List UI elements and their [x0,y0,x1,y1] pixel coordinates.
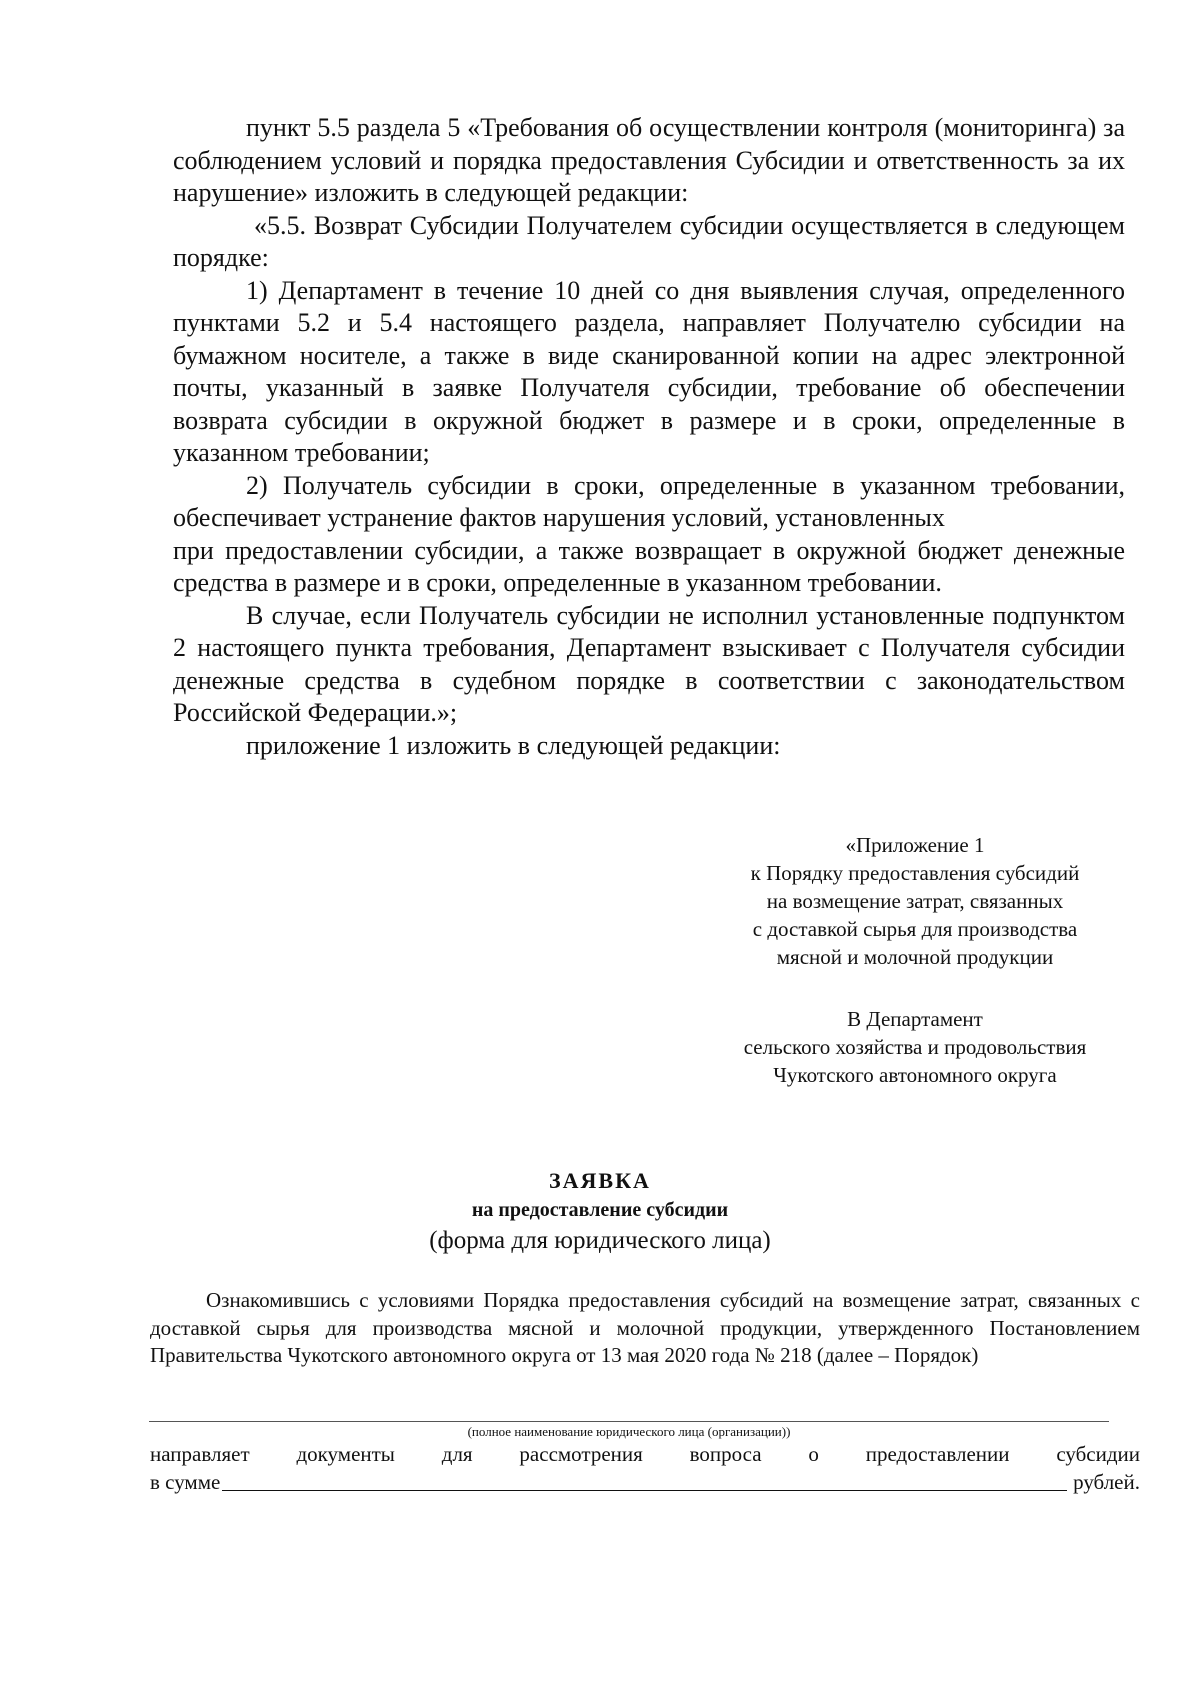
organization-name-field[interactable] [149,1421,1109,1422]
application-subtitle: на предоставление субсидии [471,1199,729,1221]
amendment-paragraph-2: «5.5. Возврат Субсидии Получателем субсидии осуществляется в следующем порядке: [173,210,1125,272]
amendment-paragraph-6: приложение 1 изложить в следующей редакции: [246,730,781,760]
sends-documents-line: направляет документы для рассмотрения вопроса о предоставлении субсидии [150,1442,1140,1466]
recipient-line: В Департамент [847,1007,983,1031]
amendment-paragraph-4b: при предоставлении субсидии, а также возвращает в окружной бюджет денежные средства в размере и в сроки, определенные в указанном требовании. [173,535,1125,597]
amendment-paragraph-1: пункт 5.5 раздела 5 «Требования об осуществлении контроля (мониторинга) за соблюдением условий и порядка предоставления Субсидии и ответственность за их нарушение» изложить в следующей редакции: [173,113,1125,207]
application-intro [150,1287,1140,1370]
appendix-line: мясной и молочной продукции [776,945,1054,969]
appendix-line: с доставкой сырья для производства [752,917,1078,941]
recipient-line: сельского хозяйства и продовольствия [743,1035,1087,1059]
recipient-block [690,1005,1140,1089]
organization-name-caption: (полное наименование юридического лица (организации)) [467,1424,791,1439]
amendments-section [173,112,1125,762]
application-title-block [0,1166,1200,1258]
sum-row [150,1469,1140,1497]
sum-prefix: в сумме [150,1469,221,1494]
sum-amount-field[interactable] [222,1489,1067,1491]
appendix-header [690,831,1140,971]
amendment-paragraph-3: 1) Департамент в течение 10 дней со дня выявления случая, определенного пунктами 5.2 и 5.4 настоящего раздела, направляет Получателю субсидии на бумажном носителе, а также в виде сканированной копии на адрес электронной почты, указанный в заявке Получателя субсидии, требование об обеспечении возврата субсидии в окружной бюджет в размере и в сроки, определенные в указанном требовании; [173,275,1125,467]
application-form-type: (форма для юридического лица) [429,1227,771,1254]
sum-suffix: рублей. [1073,1469,1140,1494]
appendix-line: «Приложение 1 [845,833,985,857]
appendix-line: к Порядку предоставления субсидий [750,861,1080,885]
application-title: ЗАЯВКА [549,1168,651,1193]
appendix-line: на возмещение затрат, связанных [766,889,1064,913]
sends-documents-block [150,1441,1140,1496]
intro-paragraph: Ознакомившись с условиями Порядка предоставления субсидий на возмещение затрат, связанных с доставкой сырья для производства мясной и молочной продукции, утвержденного Постановлением Правительства Чукотского автономного округа от 13 мая 2020 года № 218 (далее – Порядок) [150,1288,1140,1367]
amendment-paragraph-4a: 2) Получатель субсидии в сроки, определенные в указанном требовании, обеспечивает устранение фактов нарушения условий, установленных [173,470,1125,532]
recipient-line: Чукотского автономного округа [773,1063,1057,1087]
amendment-paragraph-5: В случае, если Получатель субсидии не исполнил установленные подпунктом 2 настоящего пункта требования, Департамент взыскивает с Получателя субсидии денежные средства в судебном порядке в соответствии с законодательством Российской Федерации.»; [173,600,1125,727]
